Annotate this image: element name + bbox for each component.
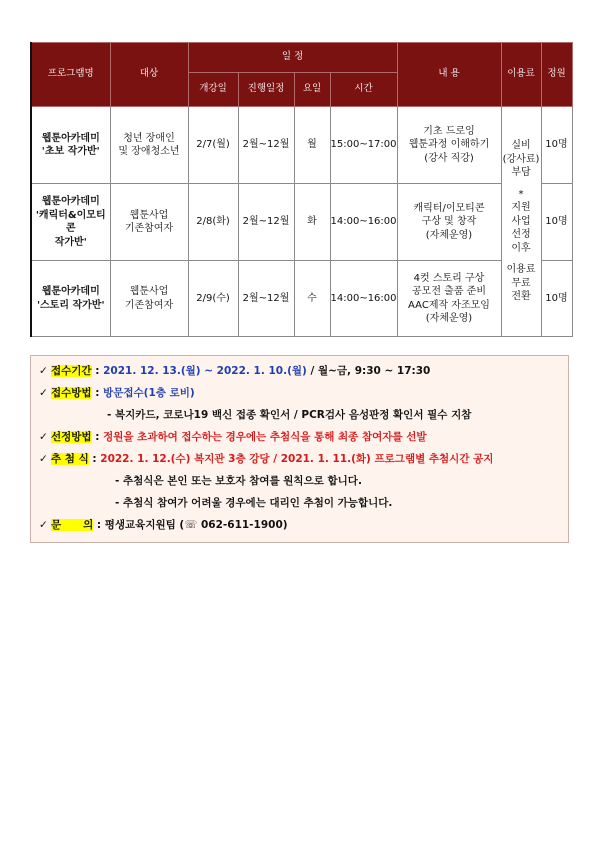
content bbox=[397, 184, 501, 261]
content bbox=[397, 261, 501, 337]
program-name-line: 웹툰아카데미 bbox=[41, 196, 100, 207]
program-name-line: 웹툰아카데미 bbox=[41, 132, 100, 144]
separator: : bbox=[91, 431, 104, 443]
start-date: 2/9(수) bbox=[188, 261, 238, 337]
inquiry-label: 문 의 bbox=[51, 519, 94, 531]
program-name-line: 작가반' bbox=[54, 236, 87, 248]
lottery-label: 추 첨 식 bbox=[51, 453, 89, 465]
program-name bbox=[31, 261, 110, 337]
notice-inquiry bbox=[39, 517, 288, 532]
method-requirements: - 복지카드, 코로나19 백신 접종 확인서 / PCR검사 음성판정 확인서 필수 지참 bbox=[107, 409, 472, 421]
header-content: 내 용 bbox=[397, 43, 501, 107]
fee-line: * bbox=[518, 188, 524, 200]
content-line: (강사 직강) bbox=[424, 152, 474, 164]
lottery-value: 2022. 1. 12.(수) 복지관 3층 강당 / 2021. 1. 11.(화) 프로그램별 추첨시간 공지 bbox=[100, 453, 494, 465]
start-date: 2/8(화) bbox=[188, 184, 238, 261]
lottery-note-2: - 추첨식 참여가 어려울 경우에는 대리인 추첨이 가능합니다. bbox=[115, 497, 393, 509]
header-schedule-group: 일 정 bbox=[188, 43, 397, 73]
notice-lottery bbox=[39, 451, 493, 466]
period-hours: / 월~금, 9:30 ~ 17:30 bbox=[306, 365, 431, 377]
period: 2월~12월 bbox=[238, 261, 294, 337]
target-line: 기존참여자 bbox=[124, 299, 174, 311]
fee-line: 사업 bbox=[511, 215, 531, 227]
fee-line: (강사료) bbox=[502, 153, 540, 165]
header-period: 진행일정 bbox=[238, 73, 294, 107]
target-line: 웹툰사업 bbox=[129, 209, 169, 221]
check-icon: ✓ bbox=[39, 431, 48, 443]
time: 14:00~16:00 bbox=[330, 184, 397, 261]
check-icon: ✓ bbox=[39, 387, 48, 399]
day: 월 bbox=[294, 107, 330, 184]
table-row bbox=[31, 107, 572, 184]
period-label: 접수기간 bbox=[51, 365, 92, 377]
content-line: AAC제작 자조모임 bbox=[408, 299, 490, 311]
program-name-line: '스토리 작가반' bbox=[36, 299, 105, 311]
fee-line: 부담 bbox=[511, 167, 531, 179]
header-start-date: 개강일 bbox=[188, 73, 238, 107]
target bbox=[110, 107, 188, 184]
fee-line: 지원 bbox=[511, 202, 531, 214]
content-line: 공모전 출품 준비 bbox=[412, 286, 486, 297]
content-line: 구상 및 창작 bbox=[421, 216, 477, 228]
program-name bbox=[31, 184, 110, 261]
notice-method bbox=[39, 385, 195, 400]
lottery-note-1: - 추첨식은 본인 또는 보호자 참여를 원칙으로 합니다. bbox=[115, 475, 362, 487]
header-target: 대상 bbox=[110, 43, 188, 107]
content-line: 기초 드로잉 bbox=[423, 125, 475, 137]
day: 화 bbox=[294, 184, 330, 261]
capacity: 10명 bbox=[541, 261, 572, 337]
notice-selection bbox=[39, 429, 426, 444]
capacity: 10명 bbox=[541, 107, 572, 184]
time: 14:00~16:00 bbox=[330, 261, 397, 337]
capacity: 10명 bbox=[541, 184, 572, 261]
content bbox=[397, 107, 501, 184]
target-line: 및 장애청소년 bbox=[118, 146, 180, 157]
period: 2월~12월 bbox=[238, 184, 294, 261]
content-line: 캐릭터/이모티콘 bbox=[413, 202, 485, 214]
selection-label: 선정방법 bbox=[51, 431, 92, 443]
fee-line: 이용료 bbox=[506, 264, 536, 276]
content-line: (자체운영) bbox=[425, 313, 473, 324]
check-icon: ✓ bbox=[39, 453, 48, 465]
period: 2월~12월 bbox=[238, 107, 294, 184]
table-row bbox=[31, 184, 572, 261]
header-capacity: 정원 bbox=[541, 43, 572, 107]
target-line: 청년 장애인 bbox=[123, 132, 175, 144]
content-line: 4컷 스토리 구상 bbox=[413, 272, 485, 284]
notice-period bbox=[39, 363, 430, 378]
target bbox=[110, 184, 188, 261]
separator: : bbox=[88, 453, 101, 465]
check-icon: ✓ bbox=[39, 365, 48, 377]
target bbox=[110, 261, 188, 337]
time: 15:00~17:00 bbox=[330, 107, 397, 184]
notice-box bbox=[30, 355, 569, 543]
fee-line: 전환 bbox=[511, 291, 531, 303]
period-dates: 2021. 12. 13.(월) ~ 2022. 1. 10.(월) bbox=[103, 365, 307, 377]
header-day: 요일 bbox=[294, 73, 330, 107]
method-value: 방문접수(1층 로비) bbox=[103, 387, 195, 399]
selection-value: 정원을 초과하여 접수하는 경우에는 추첨식을 통해 최종 참여자를 선발 bbox=[103, 431, 427, 443]
fee-line: 실비 bbox=[511, 140, 531, 152]
check-icon: ✓ bbox=[39, 519, 48, 531]
program-name-line: '캐릭터&이모티콘 bbox=[35, 209, 106, 234]
header-fee: 이용료 bbox=[501, 43, 541, 107]
program-name-line: 웹툰아카데미 bbox=[41, 286, 100, 297]
header-time: 시간 bbox=[330, 73, 397, 107]
content-line: (자체운영) bbox=[425, 229, 473, 241]
header-program: 프로그램명 bbox=[31, 43, 110, 107]
program-name-line: '초보 작가반' bbox=[41, 146, 100, 157]
fee-line: 무료 bbox=[511, 277, 531, 289]
inquiry-value: 평생교육지원팀 (☏ 062-611-1900) bbox=[104, 519, 288, 531]
fee bbox=[501, 107, 541, 337]
separator: : bbox=[93, 519, 105, 531]
start-date: 2/7(월) bbox=[188, 107, 238, 184]
separator: : bbox=[91, 387, 104, 399]
fee-line: 이후 bbox=[511, 242, 531, 254]
program-name bbox=[31, 107, 110, 184]
target-line: 웹툰사업 bbox=[129, 286, 169, 297]
program-schedule-table bbox=[30, 42, 573, 337]
method-label: 접수방법 bbox=[51, 387, 92, 399]
content-line: 웹툰과정 이해하기 bbox=[408, 139, 490, 151]
fee-line: 선정 bbox=[511, 229, 531, 241]
day: 수 bbox=[294, 261, 330, 337]
table-row bbox=[31, 261, 572, 337]
separator: : bbox=[91, 365, 104, 377]
target-line: 기존참여자 bbox=[124, 223, 174, 234]
